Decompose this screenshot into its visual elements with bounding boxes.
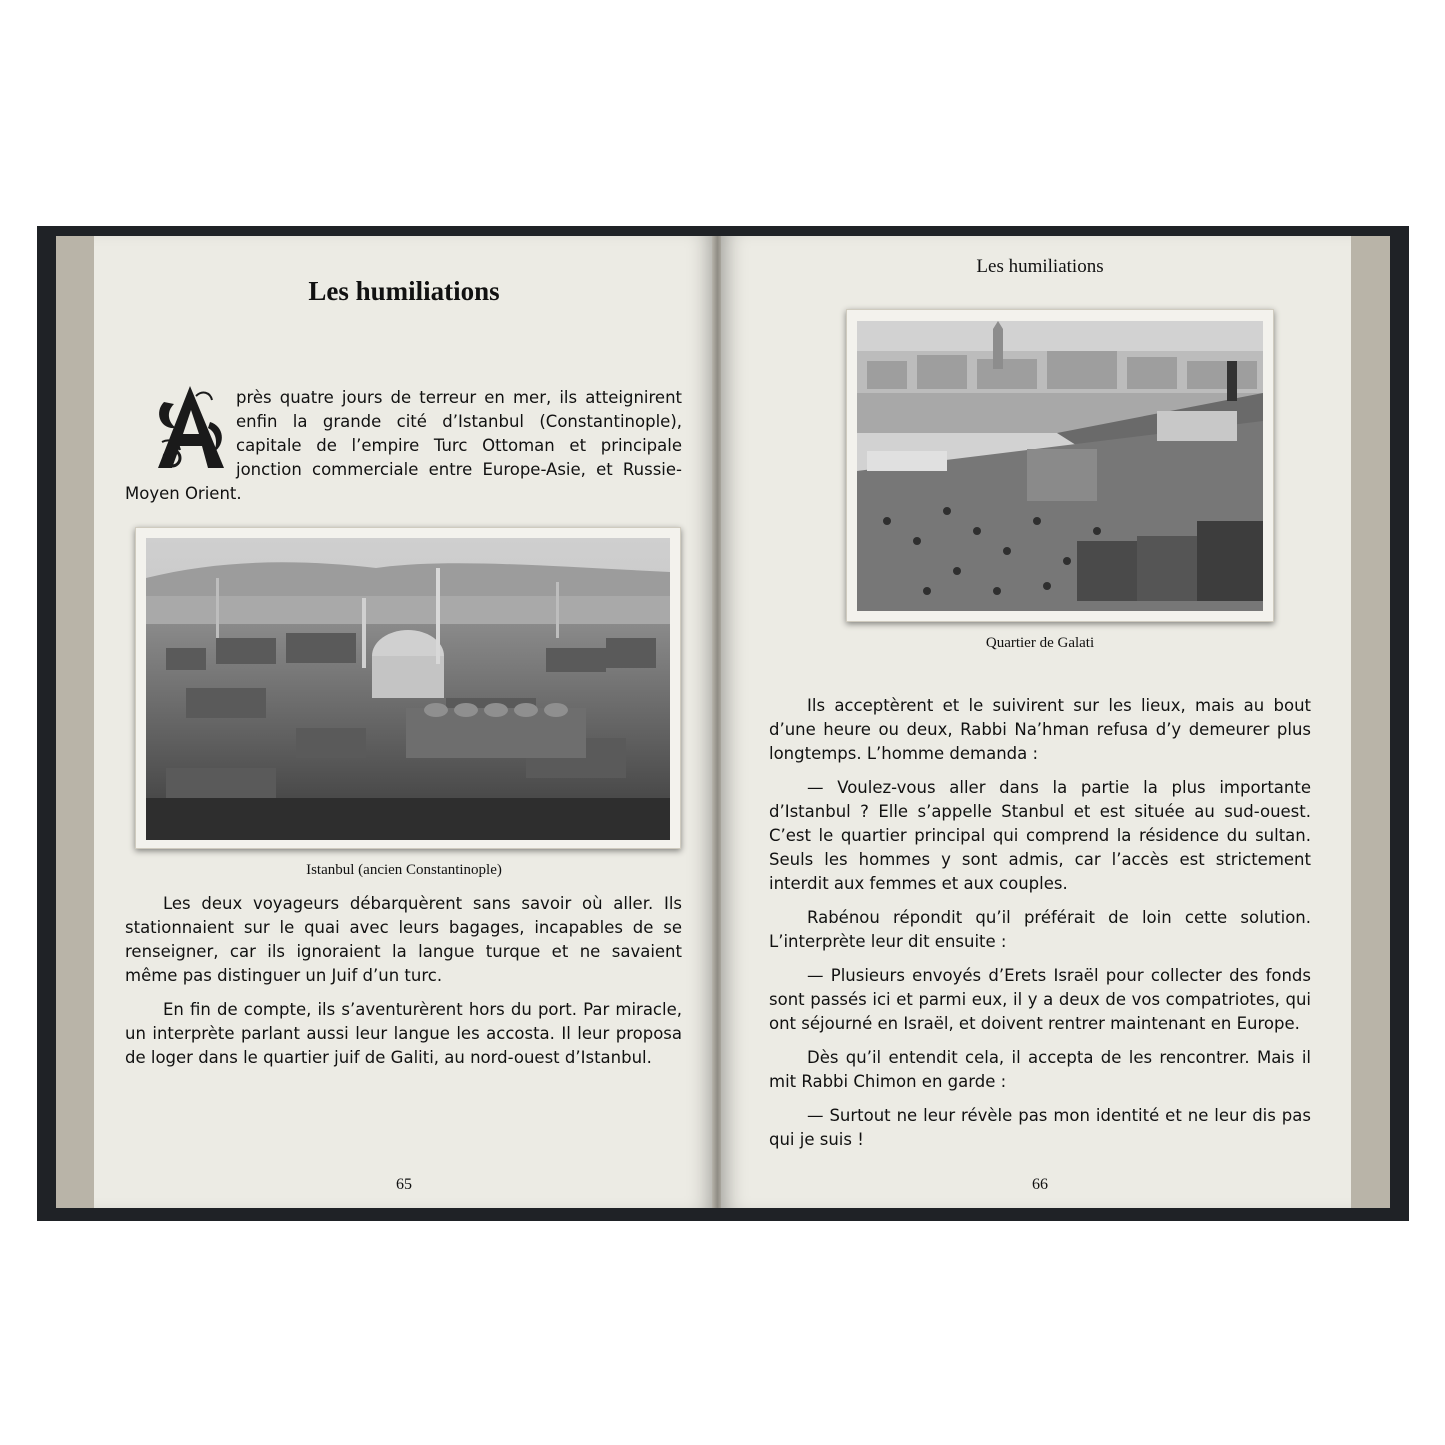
page-number: 66 [1032,1176,1048,1193]
page-number: 65 [396,1176,412,1193]
opening-line-5: Moyen Orient. [125,484,242,503]
paragraph: Ils acceptèrent et le suivirent sur les lieux, mais au bout d’une heure ou deux, Rabbi Na’hman refusa d’y demeurer plus longtemps. L’homme demanda : [769,696,1311,763]
right-page [721,236,1351,1208]
paragraph: Rabénou répondit qu’il préférait de loin cette solution. L’interprète leur dit ensuite : [769,908,1311,951]
photo-frame-istanbul [135,527,681,849]
paragraph: En fin de compte, ils s’aventurèrent hors du port. Par miracle, un interprète parlant aussi leur langue les accosta. Il leur proposa de loger dans le quartier juif de Galiti, au nord-ouest d’Istanbul. [125,1000,682,1067]
paragraph: — Voulez-vous aller dans la partie la plus importante d’Istanbul ? Elle s’appelle Stanbul et est située au sud-ouest. C’est le quartier principal qui comprend la résidence du sultan. Seuls les hommes y sont admis, car l’accès est strictement interdit aux femmes et aux couples. [769,778,1311,893]
running-head: Les humiliations [976,256,1104,277]
opening-line-3: capitale de l’empire Turc Ottoman et principale [236,436,682,455]
page-block-edge-right [1350,236,1390,1208]
photo-galata [857,321,1263,611]
paragraph: Dès qu’il entendit cela, il accepta de les rencontrer. Mais il mit Rabbi Chimon en garde : [769,1048,1311,1091]
chapter-title: Les humiliations [308,276,500,306]
paragraph: — Surtout ne leur révèle pas mon identité et ne leur dis pas qui je suis ! [769,1106,1311,1149]
opening-line-1: près quatre jours de terreur en mer, ils atteignirent [236,388,682,407]
page-block-edge-left [56,236,96,1208]
photo-caption-istanbul: Istanbul (ancien Constantinople) [306,862,502,878]
photo-frame-galata [846,309,1274,622]
ornamental-dropcap-a [150,382,230,474]
opening-line-2: enfin la grande cité d’Istanbul (Constantinople), [236,412,682,431]
photo-caption-galata: Quartier de Galati [985,635,1095,651]
left-page [94,236,714,1208]
opening-line-4: jonction commerciale entre Europe-Asie, et Russie- [236,460,682,479]
paragraph: Les deux voyageurs débarquèrent sans savoir où aller. Ils stationnaient sur le quai avec leurs bagages, incapables de se renseigner, car ils ignoraient la langue turque et ne savaient même pas distinguer un Juif d’un turc. [125,894,682,985]
paragraph: — Plusieurs envoyés d’Erets Israël pour collecter des fonds sont passés ici et parmi eux, il y a deux de vos compatriotes, qui ont séjourné en Israël, et doivent rentrer maintenant en Europe. [769,966,1311,1033]
photo-istanbul [146,538,670,840]
